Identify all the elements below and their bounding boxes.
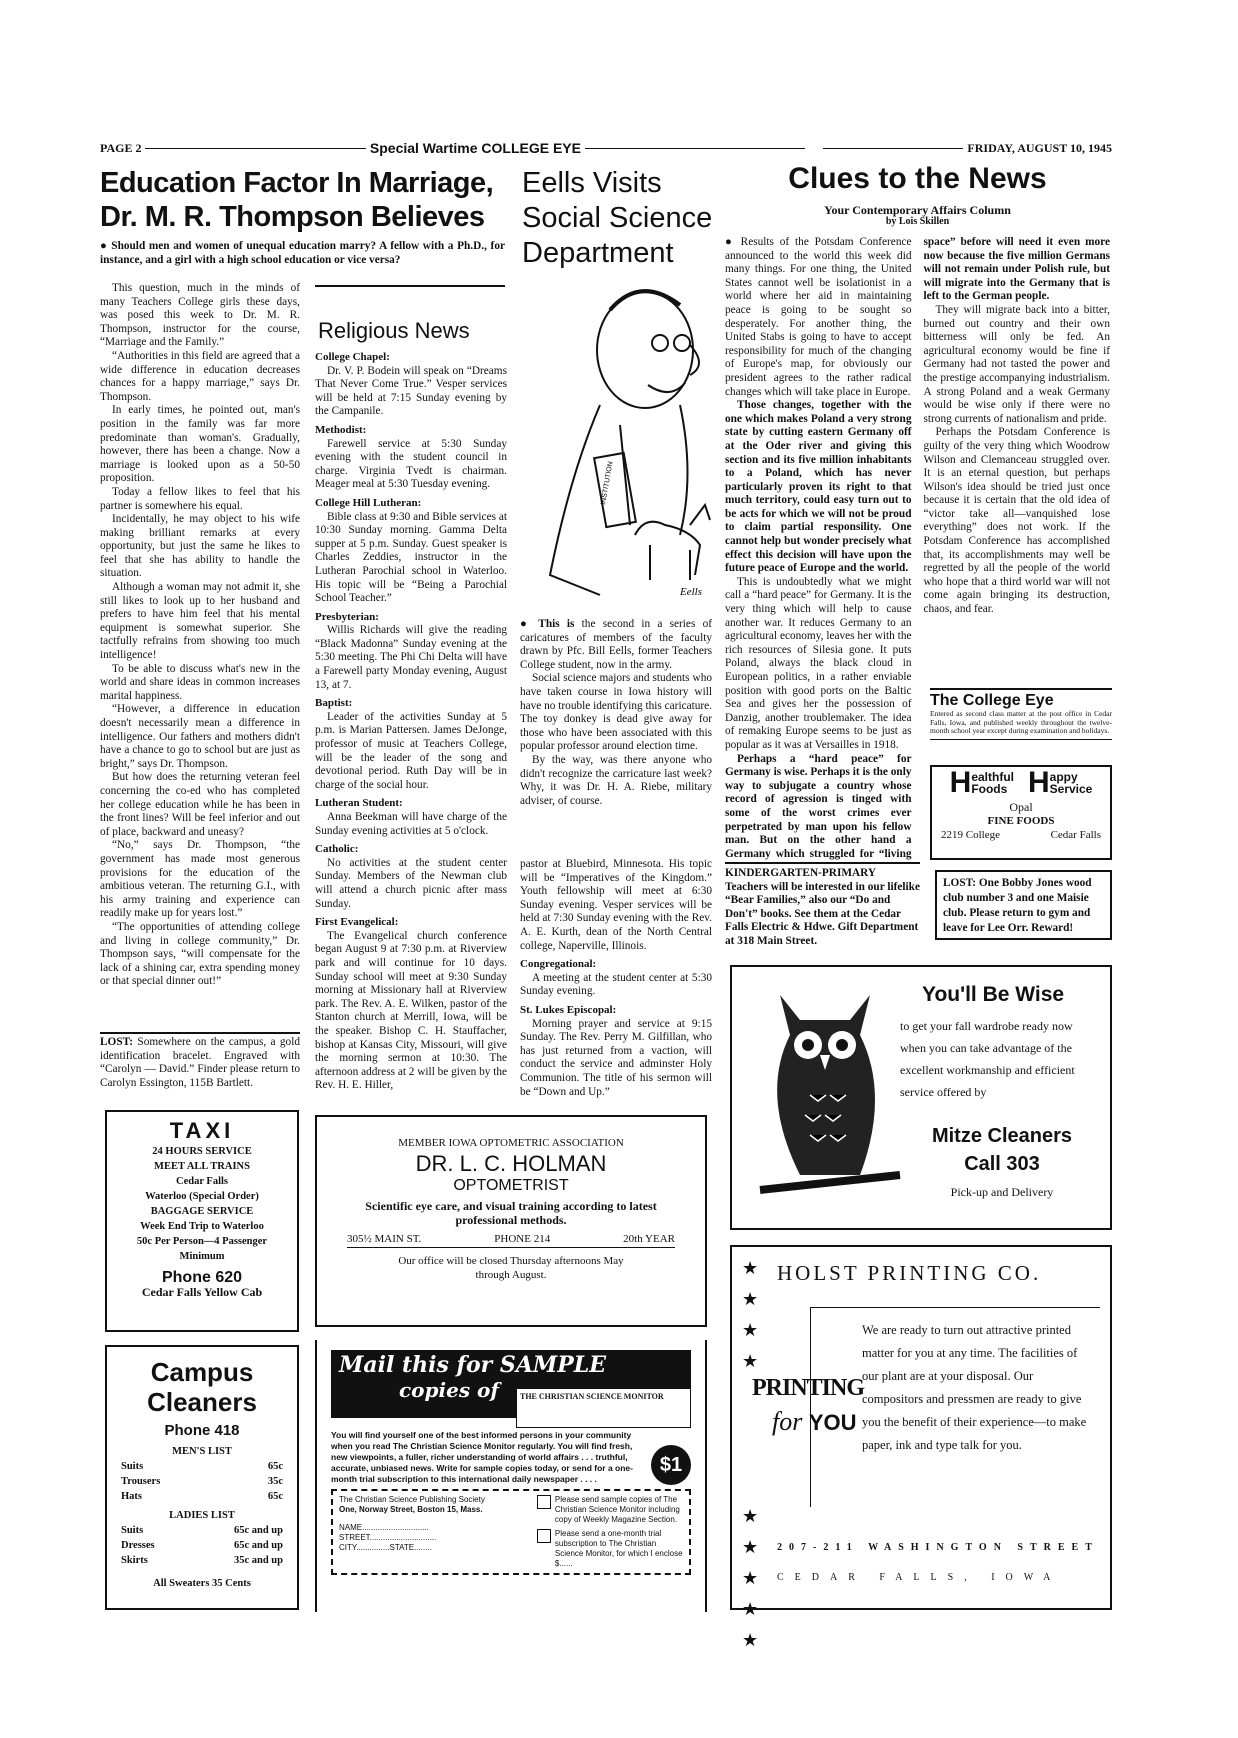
paragraph: 24 HOURS SERVICE bbox=[152, 1146, 252, 1157]
price-value: 35c and up bbox=[233, 1555, 283, 1566]
ad-text: Foods bbox=[971, 782, 1008, 796]
clues-paragraph: They will migrate back into a bitter, burned out country and their own bitterness will only be fed. An agricultural economy would be fine if Germany had not tasted the power and the prestige accompanying industrialism. A strong Poland and a weak Germany would be wise only if there were no strong currents of nationalism and pride. bbox=[923, 303, 1110, 425]
education-body bbox=[100, 282, 300, 989]
church-name: Congregational: bbox=[520, 958, 597, 971]
restaurant-name: Opal bbox=[1009, 800, 1033, 814]
divider bbox=[585, 148, 805, 149]
star-icon: ★ bbox=[742, 1320, 759, 1340]
divider bbox=[315, 285, 505, 287]
church-notice: Dr. V. P. Bodein will speak on “Dreams That Never Come True.” Vesper services will be held at 7:15 Sunday evening by the Campanile. bbox=[315, 364, 507, 418]
ad-phone: Phone 620 bbox=[161, 1269, 243, 1286]
ad-title: Mail this for SAMPLE bbox=[339, 1352, 607, 1378]
church-name: Methodist: bbox=[315, 423, 367, 436]
ad-title: copies of bbox=[399, 1378, 499, 1402]
ad-footer: All Sweaters 35 Cents bbox=[153, 1578, 251, 1589]
holman-ad bbox=[315, 1115, 707, 1327]
owl-illustration bbox=[740, 975, 910, 1225]
education-lead: ● Should men and women of unequal education marry? A fellow with a Ph.D., for instance, and a girl with a high school education or vice versa? bbox=[100, 240, 505, 266]
price-value: 35c bbox=[267, 1476, 283, 1487]
ad-text: MEMBER IOWA OPTOMETRIC ASSOCIATION bbox=[398, 1137, 624, 1149]
paragraph: To be able to discuss what's new in the world and share ideas in common increases marital happiness. bbox=[100, 662, 300, 702]
paragraph: BAGGAGE SERVICE bbox=[150, 1206, 254, 1217]
publisher-address: One, Norway Street, Boston 15, Mass. bbox=[339, 1505, 483, 1514]
paragraph: Cedar Falls bbox=[175, 1176, 228, 1187]
ad-phone: PHONE 214 bbox=[494, 1233, 551, 1245]
ad-text: appy bbox=[1049, 770, 1078, 784]
religious-news-col2 bbox=[520, 858, 712, 1099]
ad-slogan: for bbox=[772, 1407, 803, 1436]
restaurant-address: 2219 College bbox=[941, 829, 1000, 841]
divider bbox=[823, 148, 963, 149]
ad-slogan: YOU bbox=[808, 1410, 857, 1435]
paragraph: This question, much in the minds of many Teachers College girls these days, was posed this week to Dr. M. R. Thompson, instructor for the course, “Marriage and the Family.” bbox=[100, 282, 300, 349]
headline-line: Eells Visits bbox=[522, 167, 662, 199]
church-name: Catholic: bbox=[315, 843, 359, 856]
star-icon: ★ bbox=[742, 1289, 759, 1309]
clues-byline: by Lois Skillen bbox=[885, 216, 950, 227]
price-item: Trousers bbox=[121, 1476, 161, 1487]
ad-address: 305½ MAIN ST. bbox=[347, 1233, 422, 1245]
price-list-heading: MEN'S LIST bbox=[172, 1446, 232, 1457]
paragraph: Today a fellow likes to feel that his partner is somewhere his equal. bbox=[100, 485, 300, 512]
religious-news-col1 bbox=[315, 346, 507, 1093]
paragraph: MEET ALL TRAINS bbox=[154, 1161, 250, 1172]
star-icon: ★ bbox=[742, 1568, 759, 1588]
field-label: STREET bbox=[339, 1533, 370, 1542]
ad-title: Cleaners bbox=[147, 1387, 257, 1417]
paragraph: “The opportunities of attending college and living in college community,” Dr. Thompson says, “will compensate for the lack of a shining car, extra spending money or that special dinner out!” bbox=[100, 920, 300, 988]
eells-body bbox=[520, 672, 712, 808]
headline-line: Dr. M. R. Thompson Believes bbox=[100, 201, 485, 233]
education-headline bbox=[100, 166, 510, 234]
headline-line: Department bbox=[522, 237, 674, 269]
caricature-drawing bbox=[530, 275, 730, 610]
church-notice: The Evangelical church conference began August 9 at 7:30 p.m. at Riverview park and will continue for 10 days. Sunday school will meet at 9:30 Sunday morning at Missionary hall at Riverview park. The Rev. A. E. Wilken, pastor of the Stanton church at Merrill, Iowa, will be the speaker. Bishop C. H. Stauffacher, bishop at Kansas City, Missouri, will give the morning sermon at 10:30. The afternoon address at 2 will be given by the Rev. H. E. Hiller, bbox=[315, 929, 507, 1092]
price-item: Skirts bbox=[121, 1555, 148, 1566]
church-notice: Bible class at 9:30 and Bible services at 10:30 Sunday morning. Gamma Delta supper at 5 p.m. Sunday. Guest speaker is Charles Zeddies, instructor in the Lutheran Parochial school in Waterloo. His topic will be “Being a Parochial School Teacher.” bbox=[315, 510, 507, 605]
lost-text: Somewhere on the campus, a gold identification bracelet. Engraved with “Carolyn — David.” Finder please return to Carolyn Essington, 115B Bartlett. bbox=[100, 1036, 300, 1089]
issue-date: FRIDAY, AUGUST 10, 1945 bbox=[967, 140, 1113, 155]
price-value: 65c bbox=[267, 1461, 283, 1472]
price-value: 65c and up bbox=[233, 1525, 283, 1536]
clues-paragraph: This is undoubtedly what we might call a “hard peace” for Germany. It is the very thing which will help to cause another war. It reduces Germany to an agricultural economy, leaves her with the rich resources of Silesia gone. It puts Poland, always the black cloud in European politics, in a rather enviable position with good ports on the Baltic Sea and gives her the possession of Danzig, another troublemaker. The idea of remaking Europe seems to be just as popular as it was at Versailles in 1918. bbox=[725, 575, 912, 751]
kindergarten-ad bbox=[725, 862, 920, 949]
field-label: STATE bbox=[389, 1543, 415, 1552]
taxi-lines bbox=[107, 1144, 297, 1264]
church-name: Presbyterian: bbox=[315, 610, 379, 623]
clues-paragraph: Perhaps a “hard peace” for Germany is wise. Perhaps it is the only way to subjugate a country whose record of agression is tinged with some of the worst crimes ever perpetrated by man upon his fellow man. But on the other hand a Germany which struggled for “living space” before will need it even more now because the five million Germans will not remain under Polish rule, but will migrate into the Germany that is left to the German people. bbox=[725, 236, 1110, 860]
headline-line: Education Factor In Marriage, bbox=[100, 167, 494, 199]
ad-footer: Pick-up and Delivery bbox=[950, 1185, 1054, 1199]
church-notice: Willis Richards will give the reading “Black Madonna” Sunday evening at the 5:30 meeting. The Phi Chi Delta will have a Farewell party Monday evening, August 13, at 7. bbox=[315, 624, 507, 691]
church-name: College Chapel: bbox=[315, 351, 390, 363]
star-icon: ★ bbox=[742, 1351, 759, 1371]
csm-banner bbox=[331, 1350, 691, 1418]
clues-paragraph: Those changes, together with the one which makes Poland a very strong state by cutting eastern Germany off at the Oder river and giving this section and its five million inhabitants to a Poland, which has never particularly proven its right to that much territory, could easy turn out to be acts for which we will not be proud to claim partial responsility. One cannot help but wonder precisely what effect this decision will have upon the future peace of Europe and the world. bbox=[725, 399, 912, 575]
order-form bbox=[331, 1489, 691, 1575]
paragraph: 50c Per Person—4 Passenger bbox=[136, 1236, 268, 1247]
church-name: First Evangelical: bbox=[315, 916, 399, 929]
star-icon: ★ bbox=[742, 1506, 759, 1526]
eells-headline bbox=[522, 166, 717, 271]
church-notice: No activities at the student center Sunday. Members of the Newman club will attend a church picnic after mass Sunday. bbox=[315, 856, 507, 910]
ad-text: ealthful bbox=[971, 770, 1014, 784]
lost-club-notice: LOST: One Bobby Jones wood club number 3 and one Maisie club. Please return to gym and leave for Lee Orr. Reward! bbox=[935, 870, 1112, 940]
ad-phone: Call 303 bbox=[964, 1153, 1040, 1175]
name-field[interactable]: NAME.............................. bbox=[339, 1523, 429, 1532]
paragraph: Social science majors and students who have taken course in Iowa history will have no trouble identifying this caricature. The toy donkey is dead give away for those who have been associated with this popular professor around election time. bbox=[520, 672, 712, 753]
headline-line: Social Science bbox=[522, 202, 713, 234]
sample-option[interactable] bbox=[537, 1495, 683, 1525]
college-eye-masthead bbox=[930, 688, 1112, 740]
restaurant-tagline: FINE FOODS bbox=[987, 815, 1055, 827]
paragraph: “Authorities in this field are agreed that a wide difference in education decreases chances for a happy marriage,” says Dr. Thompson. bbox=[100, 349, 300, 403]
ad-city: CEDAR FALLS, IOWA bbox=[777, 1572, 1062, 1583]
ad-company: Mitze Cleaners bbox=[931, 1125, 1073, 1147]
divider bbox=[100, 1032, 300, 1034]
paragraph: By the way, was there anyone who didn't recognize the carricature last week? Why, it was Dr. H. A. Riebe, military adviser, of course. bbox=[520, 753, 712, 807]
scroll-label: INSTITUTION bbox=[600, 460, 615, 506]
church-name: St. Lukes Episcopal: bbox=[520, 1003, 617, 1016]
newspaper-image: THE CHRISTIAN SCIENCE MONITOR bbox=[516, 1388, 691, 1428]
ad-notice: Our office will be closed Thursday afternoons May through August. bbox=[398, 1255, 624, 1281]
option-label: Please send sample copies of The Christian Science Monitor including copy of Weekly Magazine Section. bbox=[554, 1495, 680, 1524]
ad-text: We are ready to turn out attractive printed matter for you at any time. The facilities of our plant are at your disposal. Our compositors and pressmen are ready to give you the benefit of their experience—to make paper, ink and type talk for you. bbox=[862, 1323, 1087, 1452]
ad-title: DR. L. C. HOLMAN bbox=[415, 1151, 607, 1176]
holst-ad bbox=[730, 1245, 1112, 1650]
ad-text: Service bbox=[1049, 782, 1093, 796]
ad-text: You will find yourself one of the best informed persons in your community when you read The Christian Science Monitor regularly. You will find fresh, new viewpoints, a fuller, richer understanding of world affairs . . . truthful, accurate, unbiased news. Write for sample copies today, or send for a one-month trial subscription to this international daily newspaper . . . . bbox=[331, 1430, 633, 1484]
paragraph: Waterloo (Special Order) bbox=[145, 1191, 259, 1202]
taxi-ad bbox=[105, 1110, 299, 1332]
paragraph: Incidentally, he may object to his wife making brilliant remarks at every opportunity, but just the same he likes to feel that she has ability to handle the situation. bbox=[100, 513, 300, 580]
page-header bbox=[100, 140, 1112, 156]
church-notice: Anna Beekman will have charge of the Sunday evening activities at 5 o'clock. bbox=[315, 811, 507, 837]
ad-address: 207-211 WASHINGTON STREET bbox=[777, 1542, 1099, 1553]
church-notice: Morning prayer and service at 9:15 Sunday. The Rev. Perry M. Gilfillan, who has just returned from a vaction, will conduct the service and adminster Holy Communion. The title of his sermon will be “Down and Up.” bbox=[520, 1017, 712, 1098]
ad-title: HOLST PRINTING CO. bbox=[777, 1261, 1042, 1285]
price-item: Hats bbox=[121, 1491, 142, 1502]
ad-slogan: PRINTING bbox=[752, 1375, 865, 1401]
star-icon: ★ bbox=[742, 1630, 759, 1650]
artist-signature: Eells bbox=[680, 586, 702, 598]
ad-subtitle: OPTOMETRIST bbox=[453, 1177, 569, 1194]
option-label: Please send a one-month trial subscription to The Christian Science Monitor, for which I enclose $...... bbox=[554, 1529, 683, 1568]
price-item: Suits bbox=[121, 1461, 144, 1472]
city-field[interactable]: CITY...............STATE........ bbox=[339, 1543, 432, 1552]
paragraph: But how does the returning veteran feel concerning the co-ed who has completed her college education while he has been in the front lines? Will be feel inferior and out of place, backward and uneasy? bbox=[100, 771, 300, 838]
clues-subtitle: Your Contemporary Affairs Column bbox=[824, 203, 1011, 217]
logo-letter: H bbox=[1027, 766, 1050, 799]
price-item: Suits bbox=[121, 1525, 144, 1536]
ad-company: Cedar Falls Yellow Cab bbox=[141, 1285, 263, 1299]
divider bbox=[145, 148, 365, 149]
religious-news-title: Religious News bbox=[318, 318, 470, 343]
logo-letter: H bbox=[949, 766, 972, 799]
clues-paragraph: ● Results of the Potsdam Conference announced to the world this week did many things. For one thing, the United States cannot well be isolationist in a world where her aid in maintaining peace is going to be sought so desperately. For another thing, the United Stabs is going to have to accept responsibility for much of the changing of Europe's map, for obviously our president agrees to the rather radical changes which will take place in Europe. bbox=[725, 236, 912, 398]
price-value: 65c and up bbox=[233, 1540, 283, 1551]
trial-option[interactable] bbox=[537, 1529, 683, 1569]
ad-text: to get your fall wardrobe ready now when you can take advantage of the excellent workmanship and efficient service offered by bbox=[900, 1019, 1075, 1099]
masthead-title: The College Eye bbox=[930, 692, 1054, 709]
price-value: 65c bbox=[267, 1491, 283, 1502]
ad-phone: Phone 418 bbox=[164, 1422, 240, 1439]
restaurant-city: Cedar Falls bbox=[1050, 829, 1101, 841]
campus-cleaners-ad bbox=[105, 1345, 299, 1610]
paper-name: Special Wartime COLLEGE EYE bbox=[369, 140, 581, 156]
star-icon: ★ bbox=[742, 1599, 759, 1619]
lost-label: LOST: bbox=[100, 1036, 134, 1048]
caption-lead: ● This is bbox=[520, 618, 575, 630]
church-name: Lutheran Student: bbox=[315, 797, 403, 810]
church-notice: pastor at Bluebird, Minnesota. His topic will be “Imperatives of the Kingdom.” Youth fellowship will meet at 6:30 Sunday evening. Vesper services will be held at 7:30 Sunday evening with the Rev. A. E. Kurth, dean of the North Central college, Naperville, Illinois. bbox=[520, 858, 712, 952]
clues-paragraph: Perhaps the Potsdam Conference is guilty of the very thing which Woodrow Wilson and Clemanceau struggled over. It is an eternal question, but perhaps Wilson's idea should be tried just once because it is certain that the old idea of “victor take all—vanquished lose everything” does not work. If the Potsdam Conference has accomplished that, its accomplishments may well be regretted by all the people of the world who hope that a third world war will not come again bringing its destruction, chaos, and fear. bbox=[923, 426, 1110, 616]
page-number: PAGE 2 bbox=[100, 140, 142, 155]
paragraph: “However, a difference in education doesn't necessarily mean a difference in intelligence. Our fathers and mothers didn't have a chance to go to school but are just as bright,” says Dr. Thompson. bbox=[100, 703, 300, 770]
ad-heading: KINDERGARTEN-PRIMARY bbox=[725, 862, 920, 881]
checkbox[interactable] bbox=[537, 1529, 551, 1543]
paragraph: Minimum bbox=[179, 1251, 225, 1262]
field-label: CITY bbox=[339, 1543, 357, 1552]
csm-ad bbox=[315, 1340, 707, 1612]
church-notice: Leader of the activities Sunday at 5 p.m. is Marian Pattersen. James DeJonge, professor of music at Teachers College, will be the leader of the song and devotional period. Ruth Day will be in charge of the social hour. bbox=[315, 710, 507, 791]
star-column bbox=[742, 1253, 758, 1656]
ad-text: Scientific eye care, and visual training according to latest professional methods. bbox=[365, 1199, 657, 1227]
eells-caption bbox=[520, 618, 712, 808]
street-field[interactable]: STREET.............................. bbox=[339, 1533, 437, 1542]
church-name: College Hill Lutheran: bbox=[315, 496, 422, 509]
paragraph: “No,” says Dr. Thompson, “the government has made most generous provisions for the education of the ambitious veteran. The returning G.I., with his army training and experience can readily make up for years lost.” bbox=[100, 839, 300, 920]
church-notice: Farewell service at 5:30 Sunday evening with the student council in charge. Virginia Tvedt is chairman. Meager meal at 5:30 Tuesday evening. bbox=[315, 437, 507, 491]
opal-ad bbox=[930, 765, 1112, 860]
ad-title: You'll Be Wise bbox=[922, 983, 1065, 1006]
paragraph: Although a woman may not admit it, she still likes to look up to her husband and prefers to have him feel that his mental equipment is somewhat superior. She tactfully refrains from showing too much intelligence! bbox=[100, 581, 300, 662]
checkbox[interactable] bbox=[537, 1495, 551, 1509]
lost-bracelet-notice bbox=[100, 1036, 300, 1090]
masthead-text: Entered as second class matter at the post office in Cedar Falls, Iowa, and published weekly throughout the twelve-month school year except during examination and holidays. bbox=[930, 709, 1112, 735]
ad-title: Campus bbox=[150, 1357, 254, 1387]
publisher-name: The Christian Science Publishing Society bbox=[339, 1495, 485, 1504]
star-icon: ★ bbox=[742, 1537, 759, 1557]
ad-text: Teachers will be interested in our lifelike “Bear Families,” also our “Do and Don't” books. See them at the Cedar Falls Electric & Hdwe. Gift Department at 318 Main Street. bbox=[725, 880, 920, 947]
paragraph: Week End Trip to Waterloo bbox=[140, 1221, 264, 1232]
church-name: Baptist: bbox=[315, 697, 353, 710]
field-label: NAME bbox=[339, 1523, 363, 1532]
caption-text: the second in a series of caricatures of members of the faculty drawn by Pfc. Bill Eells, former Teachers College student, now in the army. bbox=[520, 618, 712, 671]
price-item: Dresses bbox=[121, 1540, 155, 1551]
paragraph: In early times, he pointed out, man's position in the family was far more predominate than woman's. Gradually, however, there has been a change. Now a marriage is looked upon as a 50-50 proposition. bbox=[100, 404, 300, 485]
clues-title: Clues to the News bbox=[788, 162, 1047, 195]
ad-title: TAXI bbox=[169, 1118, 235, 1143]
star-icon: ★ bbox=[742, 1258, 759, 1278]
mitze-ad bbox=[730, 965, 1112, 1230]
price-badge: $1 bbox=[651, 1445, 691, 1485]
ad-year: 20th YEAR bbox=[623, 1233, 675, 1245]
church-notice: A meeting at the student center at 5:30 Sunday evening. bbox=[520, 971, 712, 998]
price-list-heading: LADIES LIST bbox=[169, 1510, 235, 1521]
